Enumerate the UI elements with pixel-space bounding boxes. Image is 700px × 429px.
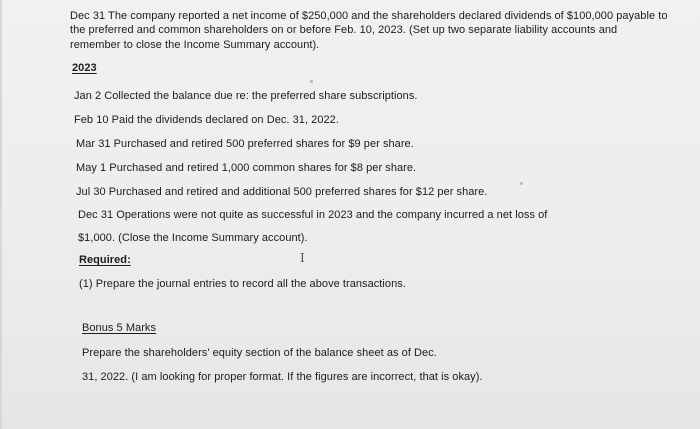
speck bbox=[310, 80, 313, 83]
transaction-dec-31-cont: $1,000. (Close the Income Summary account). bbox=[78, 232, 308, 244]
bonus-line-1: Prepare the shareholders' equity section of the balance sheet as of Dec. bbox=[82, 347, 437, 359]
transaction-feb-10: Feb 10 Paid the dividends declared on Dec. 31, 2022. bbox=[74, 114, 339, 126]
transaction-may-1: May 1 Purchased and retired 1,000 common shares for $8 per share. bbox=[76, 162, 417, 174]
speck bbox=[520, 182, 523, 185]
transaction-mar-31: Mar 31 Purchased and retired 500 preferred shares for $9 per share. bbox=[76, 138, 414, 150]
year-heading: 2023 bbox=[72, 62, 97, 74]
bonus-line-2: 31, 2022. (I am looking for proper format. If the figures are incorrect, that is okay). bbox=[82, 371, 483, 383]
required-item-1: (1) Prepare the journal entries to record all the above transactions. bbox=[79, 278, 406, 290]
text-cursor-icon: I bbox=[300, 251, 305, 265]
intro-line-3: remember to close the Income Summary account). bbox=[70, 39, 320, 51]
transaction-jan-2: Jan 2 Collected the balance due re: the preferred share subscriptions. bbox=[74, 90, 418, 102]
intro-line-2: the preferred and common shareholders on or before Feb. 10, 2023. (Set up two separate liability accounts and bbox=[70, 24, 618, 36]
required-heading: Required: bbox=[79, 254, 131, 266]
bonus-heading: Bonus 5 Marks bbox=[82, 322, 157, 334]
transaction-jul-30: Jul 30 Purchased and retired and additional 500 preferred shares for $12 per share. bbox=[76, 186, 488, 198]
transaction-dec-31: Dec 31 Operations were not quite as successful in 2023 and the company incurred a net loss of bbox=[78, 209, 548, 221]
intro-line-1: Dec 31 The company reported a net income of $250,000 and the shareholders declared dividends of $100,000 payable to bbox=[70, 10, 668, 22]
